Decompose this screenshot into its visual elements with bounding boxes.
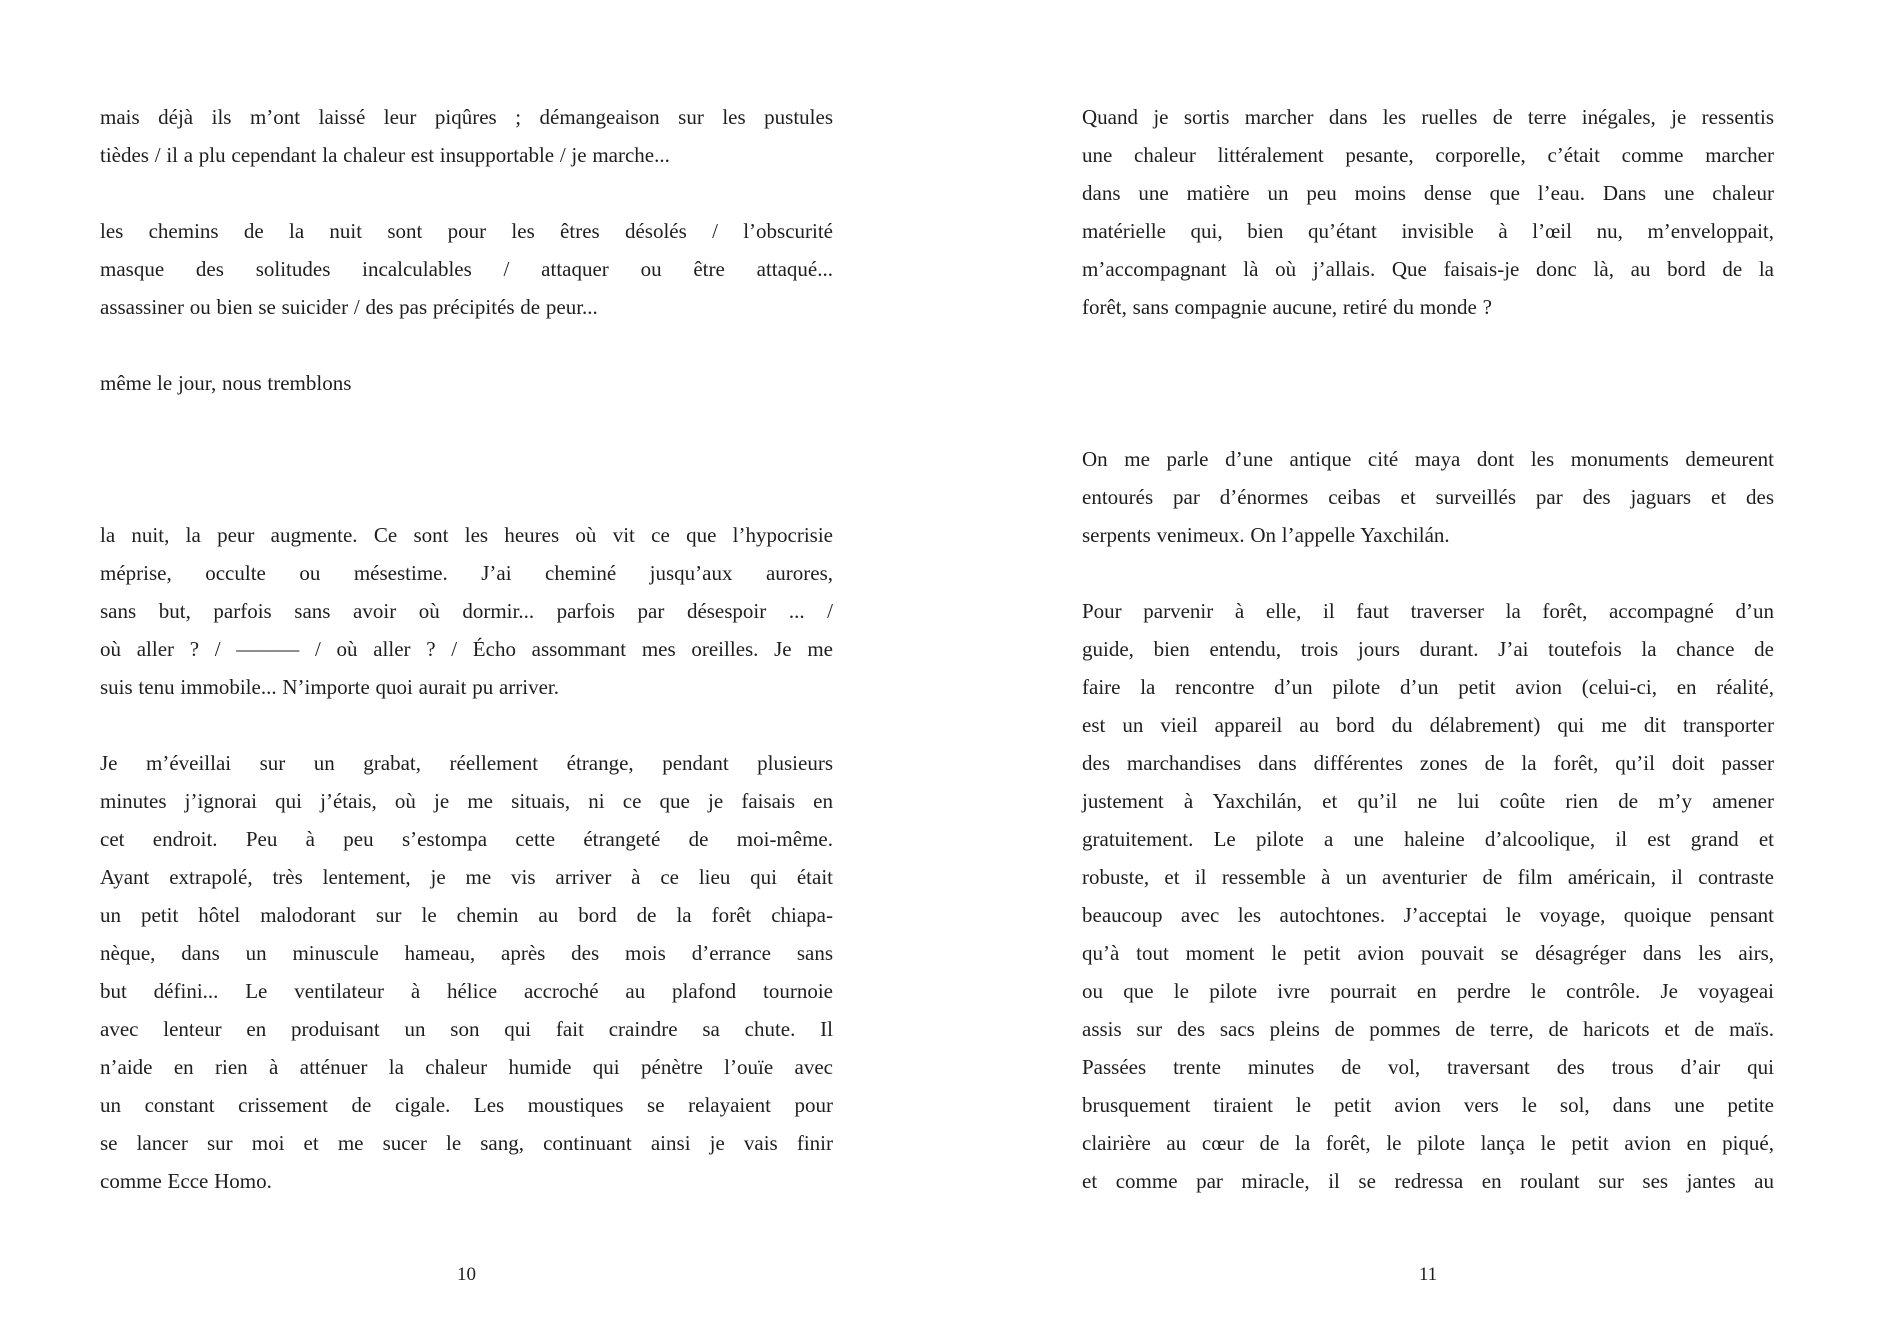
text-line: Passées trente minutes de vol, traversant des trous d’air qui [1082, 1055, 1774, 1079]
text-line: un petit hôtel malodorant sur le chemin au bord de la forêt chiapa- [100, 903, 833, 927]
left-paragraph-5 [100, 744, 833, 1200]
text-line: est un vieil appareil au bord du délabrement) qui me dit transporter [1082, 713, 1774, 737]
page-right [945, 0, 1890, 1339]
text-line: serpents venimeux. On l’appelle Yaxchilán. [1082, 523, 1450, 547]
text-line: brusquement tiraient le petit avion vers le sol, dans une petite [1082, 1093, 1774, 1117]
text-line: dans une matière un peu moins dense que l’eau. Dans une chaleur [1082, 181, 1774, 205]
left-paragraph-2 [100, 212, 833, 326]
text-line: Je m’éveillai sur un grabat, réellement étrange, pendant plusieurs [100, 751, 833, 775]
text-line: assis sur des sacs pleins de pommes de terre, de haricots et de maïs. [1082, 1017, 1774, 1041]
right-paragraph-3 [1082, 592, 1774, 1200]
page-number-left: 10 [457, 1264, 476, 1285]
left-paragraph-4 [100, 516, 833, 706]
text-line: les chemins de la nuit sont pour les êtres désolés / l’obscurité [100, 219, 833, 243]
text-line: suis tenu immobile... N’importe quoi aurait pu arriver. [100, 675, 559, 699]
text-line: comme Ecce Homo. [100, 1169, 272, 1193]
text-line: où aller ? / ——— / où aller ? / Écho assommant mes oreilles. Je me [100, 637, 833, 661]
left-paragraph-1 [100, 98, 833, 174]
left-text-column [100, 98, 833, 1200]
text-line: mais déjà ils m’ont laissé leur piqûres ; démangeaison sur les pustules [100, 105, 833, 129]
text-line: assassiner ou bien se suicider / des pas précipités de peur... [100, 295, 598, 319]
text-line: m’accompagnant là où j’allais. Que faisais-je donc là, au bord de la [1082, 257, 1774, 281]
text-line: guide, bien entendu, trois jours durant. J’ai toutefois la chance de [1082, 637, 1774, 661]
text-line: masque des solitudes incalculables / attaquer ou être attaqué... [100, 257, 833, 281]
text-line: se lancer sur moi et me sucer le sang, continuant ainsi je vais finir [100, 1131, 833, 1155]
text-line: entourés par d’énormes ceibas et surveillés par des jaguars et des [1082, 485, 1774, 509]
text-line: tièdes / il a plu cependant la chaleur est insupportable / je marche... [100, 143, 670, 167]
left-paragraph-3 [100, 364, 833, 402]
text-line: nèque, dans un minuscule hameau, après des mois d’errance sans [100, 941, 833, 965]
text-line: On me parle d’une antique cité maya dont les monuments demeurent [1082, 447, 1774, 471]
text-line: n’aide en rien à atténuer la chaleur humide qui pénètre l’ouïe avec [100, 1055, 833, 1079]
text-line: matérielle qui, bien qu’étant invisible à l’œil nu, m’enveloppait, [1082, 219, 1774, 243]
text-line: qu’à tout moment le petit avion pouvait se désagréger dans les airs, [1082, 941, 1774, 965]
right-paragraph-2 [1082, 440, 1774, 554]
text-line: cet endroit. Peu à peu s’estompa cette étrangeté de moi-même. [100, 827, 833, 851]
text-line: sans but, parfois sans avoir où dormir... parfois par désespoir ... / [100, 599, 833, 623]
text-line: des marchandises dans différentes zones de la forêt, qu’il doit passer [1082, 751, 1774, 775]
text-line: Ayant extrapolé, très lentement, je me vis arriver à ce lieu qui était [100, 865, 833, 889]
text-line: Pour parvenir à elle, il faut traverser la forêt, accompagné d’un [1082, 599, 1774, 623]
text-line: la nuit, la peur augmente. Ce sont les heures où vit ce que l’hypocrisie [100, 523, 833, 547]
text-line: même le jour, nous tremblons [100, 371, 352, 395]
page-number-right: 11 [1418, 1264, 1438, 1285]
text-line: gratuitement. Le pilote a une haleine d’alcoolique, il est grand et [1082, 827, 1774, 851]
text-line: minutes j’ignorai qui j’étais, où je me situais, ni ce que je faisais en [100, 789, 833, 813]
text-line: but défini... Le ventilateur à hélice accroché au plafond tournoie [100, 979, 833, 1003]
text-line: méprise, occulte ou mésestime. J’ai cheminé jusqu’aux aurores, [100, 561, 833, 585]
text-line: clairière au cœur de la forêt, le pilote lança le petit avion en piqué, [1082, 1131, 1774, 1155]
text-line: avec lenteur en produisant un son qui fait craindre sa chute. Il [100, 1017, 833, 1041]
text-line: beaucoup avec les autochtones. J’acceptai le voyage, quoique pensant [1082, 903, 1774, 927]
text-line: une chaleur littéralement pesante, corporelle, c’était comme marcher [1082, 143, 1774, 167]
text-line: forêt, sans compagnie aucune, retiré du monde ? [1082, 295, 1492, 319]
text-line: un constant crissement de cigale. Les moustiques se relayaient pour [100, 1093, 833, 1117]
right-paragraph-1 [1082, 98, 1774, 326]
text-line: Quand je sortis marcher dans les ruelles de terre inégales, je ressentis [1082, 105, 1774, 129]
text-line: et comme par miracle, il se redressa en roulant sur ses jantes au [1082, 1169, 1774, 1193]
text-line: faire la rencontre d’un pilote d’un petit avion (celui-ci, en réalité, [1082, 675, 1774, 699]
text-line: robuste, et il ressemble à un aventurier de film américain, il contraste [1082, 865, 1774, 889]
right-text-column [1082, 98, 1774, 1200]
text-line: ou que le pilote ivre pourrait en perdre le contrôle. Je voyageai [1082, 979, 1774, 1003]
text-line: justement à Yaxchilán, et qu’il ne lui coûte rien de m’y amener [1082, 789, 1774, 813]
